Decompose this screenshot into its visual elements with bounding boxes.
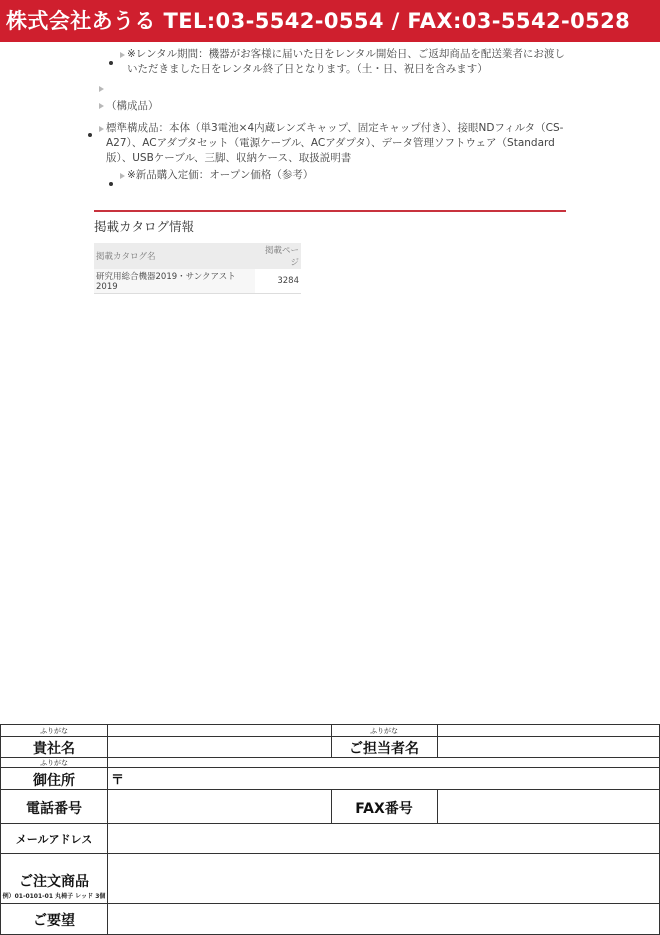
catalog-table: [94, 243, 301, 294]
request-label: ご要望: [33, 913, 75, 929]
components-line3: 版）、USBケーブル、三脚、収納ケース、取扱説明書: [106, 152, 352, 164]
bullet-arrow-icon: [99, 126, 104, 132]
components-line1: 標準構成品：本体（単3電池×4内蔵レンズキャップ、固定キャップ付き）、接眼NDフィルタ（CS-: [106, 122, 564, 134]
bullet-dot-icon: [88, 133, 92, 137]
fax-field[interactable]: [438, 790, 659, 823]
header-contact-bar: 株式会社あうる TEL:03-5542-0554 / FAX:03-5542-0528: [0, 0, 660, 42]
rental-note-line1: ※レンタル期間：機器がお客様に届いた日をレンタル開始日、ご返却商品を配送業者にお渡し: [127, 48, 565, 60]
email-label: メールアドレス: [15, 833, 93, 846]
furigana-label: ふりがな: [40, 727, 68, 735]
bullet-dot-icon: [109, 61, 113, 65]
bullet-arrow-icon: [99, 86, 104, 92]
bullet-arrow-icon: [120, 173, 125, 179]
email-field[interactable]: [108, 824, 659, 853]
components-line2: A27）、ACアダプタセット（電源ケーブル、ACアダプタ）、データ管理ソフトウェア（Standard: [106, 137, 555, 149]
furigana-label: ふりがな: [370, 727, 398, 735]
catalog-table-header: [94, 243, 301, 269]
phone-field[interactable]: [108, 790, 331, 823]
bullet-arrow-icon: [120, 52, 125, 58]
catalog-header-name: 掲載カタログ名: [94, 243, 255, 269]
address-field[interactable]: [108, 768, 659, 789]
rental-note-line2: いただきました日をレンタル終了日となります。（土・日、祝日を含みます）: [127, 63, 488, 75]
company-label: 貴社名: [33, 741, 75, 757]
order-field[interactable]: [108, 854, 659, 903]
price-note: ※新品購入定価：オープン価格（参考）: [127, 169, 314, 181]
order-example: 例）01-0101-01 丸椅子 レッド 3個: [2, 893, 106, 900]
table-row: [94, 269, 301, 294]
order-label: ご注文商品: [19, 874, 89, 890]
company-field[interactable]: [108, 737, 331, 757]
catalog-header-page: 掲載ページ: [255, 243, 301, 269]
phone-label: 電話番号: [26, 801, 82, 817]
catalog-divider: [94, 210, 566, 212]
request-field[interactable]: [108, 904, 659, 934]
order-form: [0, 724, 660, 935]
furigana-label: ふりがな: [40, 759, 68, 767]
postal-mark: 〒: [111, 773, 125, 788]
address-label: 御住所: [33, 773, 75, 789]
catalog-page-cell: 3284: [255, 269, 301, 294]
catalog-title: 掲載カタログ情報: [94, 219, 195, 234]
bullet-dot-icon: [109, 182, 113, 186]
catalog-name-cell: 研究用総合機器2019・サンクアスト2019: [94, 269, 255, 294]
components-heading: （構成品）: [106, 100, 159, 112]
bullet-arrow-icon: [99, 103, 104, 109]
contact-label: ご担当者名: [349, 741, 419, 757]
contact-field[interactable]: [438, 737, 659, 757]
fax-label: FAX番号: [355, 801, 413, 817]
